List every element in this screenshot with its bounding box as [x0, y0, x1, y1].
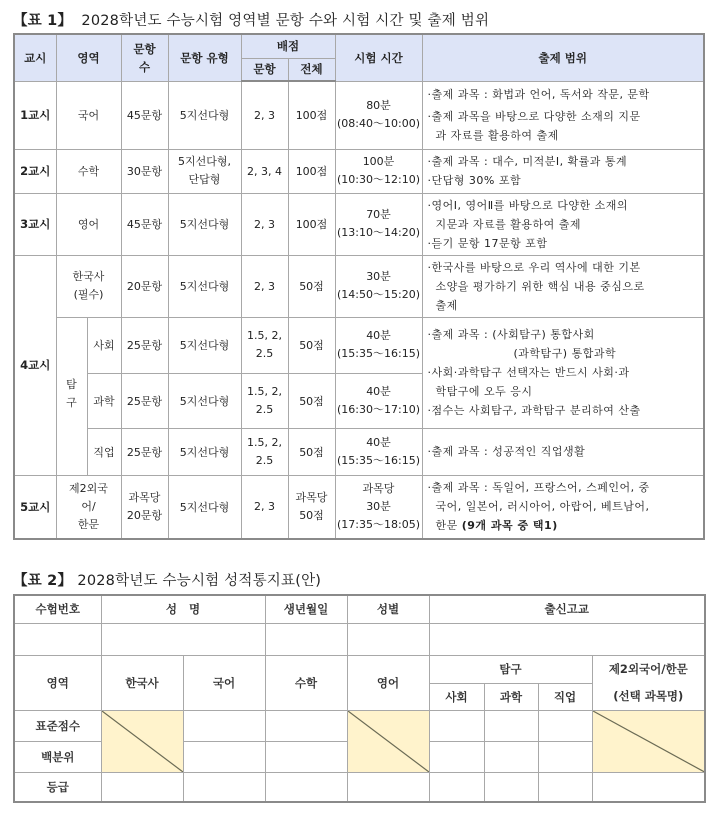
scope-cell — [422, 428, 704, 475]
type-line2: 단답형 — [188, 173, 221, 186]
header-korean: 국어 — [183, 655, 265, 710]
scope-cell — [422, 81, 704, 149]
scope-cell — [422, 475, 704, 539]
item-points-cell — [241, 373, 288, 428]
time-minutes: 30분 — [366, 499, 391, 513]
scope-line: ·단답형 30% 포함 — [427, 174, 522, 187]
header-scope: 출제 범위 — [422, 34, 704, 81]
birth-field[interactable] — [265, 623, 347, 655]
time-minutes: 80분 — [366, 99, 391, 112]
scope-line: ·영어Ⅰ, 영어Ⅱ를 바탕으로 다양한 소재의 — [427, 198, 629, 212]
table1-caption — [13, 9, 489, 30]
count-cell: 25문항 — [121, 428, 168, 475]
item-points-line1: 1.5, 2, — [247, 329, 282, 342]
item-points-cell: 2, 3, 4 — [241, 149, 288, 193]
time-line1: 과목당 — [362, 481, 395, 495]
scope-line: 한문 — [435, 519, 462, 533]
english-grade-field[interactable] — [347, 772, 429, 802]
header-count — [121, 34, 168, 81]
second-lang-line2: (선택 과목명) — [613, 688, 684, 703]
scope-line: 학탐구에 오두 응시 — [435, 385, 533, 398]
header-count-line2: 수 — [138, 59, 151, 74]
area-cell: 국어 — [56, 81, 121, 149]
area-line1: 제2외국 — [69, 481, 108, 495]
scope-line: ·출제 과목을 바탕으로 다양한 소재의 지문 — [427, 110, 641, 123]
table2-caption-tag: 【표 2】 — [13, 573, 73, 589]
header-area: 영역 — [56, 34, 121, 81]
item-points-line2: 2.5 — [255, 402, 274, 416]
table-row-period4-social — [14, 317, 704, 373]
korean-percentile-field[interactable] — [183, 741, 265, 772]
scope-line: ·출제 과목 : 독일어, 프랑스어, 스페인어, 중 — [427, 481, 650, 495]
scope-line: 소양을 평가하기 위한 핵심 내용 중심으로 — [435, 279, 645, 293]
total-points-cell: 100점 — [288, 193, 335, 255]
inquiry-label-line2: 구 — [66, 395, 77, 409]
name-field[interactable] — [101, 623, 265, 655]
exam-areas-table — [13, 33, 705, 540]
count-cell: 30문항 — [121, 149, 168, 193]
scope-cell — [422, 255, 704, 317]
table2-caption — [13, 569, 321, 590]
header-science: 과학 — [484, 683, 538, 710]
diagonal-slash-icon — [102, 711, 183, 772]
header-history: 한국사 — [101, 655, 183, 710]
school-field[interactable] — [429, 623, 705, 655]
scope-line: ·점수는 사회탐구, 과학탐구 분리하여 산출 — [427, 404, 641, 417]
type-cell: 5지선다형 — [168, 193, 241, 255]
table1-caption-tag: 【표 1】 — [13, 13, 73, 29]
type-cell: 5지선다형 — [168, 255, 241, 317]
time-range: (15:35～16:15) — [337, 347, 420, 360]
second-lang-line1: 제2외국어/한문 — [608, 661, 688, 676]
count-cell: 20문항 — [121, 255, 168, 317]
period-cell: 2교시 — [14, 149, 56, 193]
header-type: 문항 유형 — [168, 34, 241, 81]
scope-line-last — [428, 516, 700, 535]
social-grade-field[interactable] — [429, 772, 484, 802]
header-gender: 성별 — [347, 595, 429, 623]
header-period: 교시 — [14, 34, 56, 81]
period-cell: 3교시 — [14, 193, 56, 255]
item-points-cell: 2, 3 — [241, 255, 288, 317]
header-points-item: 문항 — [241, 58, 288, 81]
gender-field[interactable] — [347, 623, 429, 655]
type-cell: 5지선다형 — [168, 428, 241, 475]
count-cell: 45문항 — [121, 81, 168, 149]
area-cell: 영어 — [56, 193, 121, 255]
header-time: 시험 시간 — [335, 34, 422, 81]
item-points-cell: 2, 3 — [241, 475, 288, 539]
time-minutes: 40분 — [366, 329, 391, 342]
scope-line: ·듣기 문항 17문항 포함 — [427, 236, 548, 250]
scope-cell — [422, 193, 704, 255]
total-points-cell: 50점 — [288, 255, 335, 317]
count-cell: 25문항 — [121, 373, 168, 428]
time-range: (14:50～15:20) — [337, 288, 420, 301]
area-line2: (필수) — [73, 288, 104, 301]
count-cell — [121, 475, 168, 539]
period-cell: 5교시 — [14, 475, 56, 539]
science-standard-field[interactable] — [484, 710, 538, 741]
table2-caption-text: 2028학년도 수능시험 성적통지표(안) — [77, 573, 322, 589]
vocational-percentile-field[interactable] — [538, 741, 592, 772]
time-minutes: 40분 — [366, 435, 391, 449]
time-range: (15:35～16:15) — [337, 453, 420, 467]
scope-line: 지문과 자료를 활용하여 출제 — [435, 217, 582, 231]
header-points: 배점 — [241, 34, 335, 58]
item-points-line2: 2.5 — [255, 347, 274, 360]
item-points-cell: 2, 3 — [241, 81, 288, 149]
scope-line: ·출제 과목 : 대수, 미적분Ⅰ, 확률과 통계 — [427, 155, 628, 168]
vocational-standard-field[interactable] — [538, 710, 592, 741]
area-cell: 과학 — [87, 373, 121, 428]
inquiry-label-cell — [56, 317, 87, 475]
row-label-grade: 등급 — [14, 772, 101, 802]
scope-line: 출제 — [435, 298, 458, 312]
scope-line: 과 자료를 활용하여 출제 — [435, 129, 559, 142]
vocational-grade-field[interactable] — [538, 772, 592, 802]
item-points-line1: 1.5, 2, — [247, 384, 282, 398]
time-range: (16:30～17:10) — [337, 402, 420, 416]
count-line2: 20문항 — [126, 508, 163, 522]
scope-cell — [422, 317, 704, 428]
time-range: (17:35～18:05) — [337, 517, 420, 531]
history-grade-field[interactable] — [101, 772, 183, 802]
time-cell — [335, 149, 422, 193]
area-cell: 수학 — [56, 149, 121, 193]
time-cell — [335, 428, 422, 475]
table-row-period4-history — [14, 255, 704, 317]
type-cell: 5지선다형 — [168, 373, 241, 428]
item-points-cell — [241, 317, 288, 373]
total-points-cell: 50점 — [288, 317, 335, 373]
total-line2: 50점 — [299, 508, 324, 522]
time-cell — [335, 373, 422, 428]
area-line2: 어/ — [81, 499, 96, 513]
history-na-cell — [101, 710, 183, 772]
row-label-percentile: 백분위 — [14, 741, 101, 772]
diagonal-slash-icon — [348, 711, 429, 772]
social-percentile-field[interactable] — [429, 741, 484, 772]
diagonal-slash-icon — [593, 711, 705, 772]
second-lang-na-cell — [592, 710, 705, 772]
type-cell: 5지선다형 — [168, 475, 241, 539]
table-row-period1 — [14, 81, 704, 149]
count-cell: 45문항 — [121, 193, 168, 255]
header-birth: 생년월일 — [265, 595, 347, 623]
total-points-cell — [288, 475, 335, 539]
table-row-period4-vocational — [14, 428, 704, 475]
score-report-table — [13, 594, 706, 803]
time-range: (08:40～10:00) — [337, 117, 420, 130]
header-inquiry: 탐구 — [429, 655, 592, 683]
scope-line: ·출제 과목 : 성공적인 직업생활 — [427, 445, 586, 458]
item-points-cell — [241, 428, 288, 475]
scope-cell — [422, 149, 704, 193]
type-line1: 5지선다형, — [178, 155, 231, 168]
header-second-lang — [592, 655, 705, 710]
social-standard-field[interactable] — [429, 710, 484, 741]
time-cell — [335, 317, 422, 373]
area-cell: 사회 — [87, 317, 121, 373]
scope-bold-note: (9개 과목 중 택1) — [461, 519, 558, 533]
total-points-cell: 100점 — [288, 81, 335, 149]
scope-line: ·출제 과목 : 화법과 언어, 독서와 작문, 문학 — [427, 88, 650, 101]
scope-line: ·한국사를 바탕으로 우리 역사에 대한 기본 — [427, 260, 641, 274]
total-points-cell: 100점 — [288, 149, 335, 193]
total-line1: 과목당 — [295, 490, 328, 504]
period-cell: 4교시 — [14, 255, 56, 475]
area-cell: 직업 — [87, 428, 121, 475]
header-math: 수학 — [265, 655, 347, 710]
time-cell — [335, 81, 422, 149]
header-area: 영역 — [14, 655, 101, 710]
time-cell — [335, 475, 422, 539]
scope-line: (과학탐구) 통합과학 — [513, 347, 617, 360]
header-social: 사회 — [429, 683, 484, 710]
header-school: 출신고교 — [429, 595, 705, 623]
area-cell — [56, 475, 121, 539]
area-line3: 한문 — [77, 517, 100, 531]
count-line1: 과목당 — [128, 490, 161, 504]
scope-line: ·사회·과학탐구 선택자는 반드시 사회·과 — [427, 366, 630, 379]
korean-grade-field[interactable] — [183, 772, 265, 802]
math-standard-field[interactable] — [265, 710, 347, 741]
type-cell — [168, 149, 241, 193]
science-grade-field[interactable] — [484, 772, 538, 802]
time-minutes: 40분 — [366, 384, 391, 398]
english-na-cell — [347, 710, 429, 772]
header-points-total: 전체 — [288, 58, 335, 81]
header-count-line1: 문항 — [133, 41, 156, 56]
scope-line: 국어, 일본어, 러시아어, 아랍어, 베트남어, — [435, 500, 650, 514]
math-percentile-field[interactable] — [265, 741, 347, 772]
period-cell: 1교시 — [14, 81, 56, 149]
item-points-line1: 1.5, 2, — [247, 435, 282, 449]
time-cell — [335, 193, 422, 255]
table-row-period5 — [14, 475, 704, 539]
time-range: (13:10～14:20) — [337, 226, 420, 239]
area-line1: 한국사 — [72, 270, 105, 283]
item-points-line2: 2.5 — [255, 453, 274, 467]
header-vocational: 직업 — [538, 683, 592, 710]
table1-caption-text: 2028학년도 수능시험 영역별 문항 수와 시험 시간 및 출제 범위 — [81, 13, 490, 29]
time-minutes: 70분 — [366, 208, 391, 221]
table-row-period2 — [14, 149, 704, 193]
total-points-cell: 50점 — [288, 373, 335, 428]
type-cell: 5지선다형 — [168, 317, 241, 373]
header-exam-no: 수험번호 — [14, 595, 101, 623]
header-english: 영어 — [347, 655, 429, 710]
total-points-cell: 50점 — [288, 428, 335, 475]
table-row-period3 — [14, 193, 704, 255]
korean-standard-field[interactable] — [183, 710, 265, 741]
scope-line: ·출제 과목 : (사회탐구) 통합사회 — [427, 328, 595, 341]
area-cell — [56, 255, 121, 317]
time-range: (10:30～12:10) — [337, 173, 420, 186]
count-cell: 25문항 — [121, 317, 168, 373]
time-cell — [335, 255, 422, 317]
science-percentile-field[interactable] — [484, 741, 538, 772]
header-name: 성 명 — [101, 595, 265, 623]
math-grade-field[interactable] — [265, 772, 347, 802]
exam-no-field[interactable] — [14, 623, 101, 655]
inquiry-label-line1: 탐 — [66, 377, 77, 391]
time-minutes: 30분 — [366, 270, 391, 283]
type-cell: 5지선다형 — [168, 81, 241, 149]
time-minutes: 100분 — [362, 155, 395, 168]
second-lang-grade-field[interactable] — [592, 772, 705, 802]
row-label-standard: 표준점수 — [14, 710, 101, 741]
item-points-cell: 2, 3 — [241, 193, 288, 255]
